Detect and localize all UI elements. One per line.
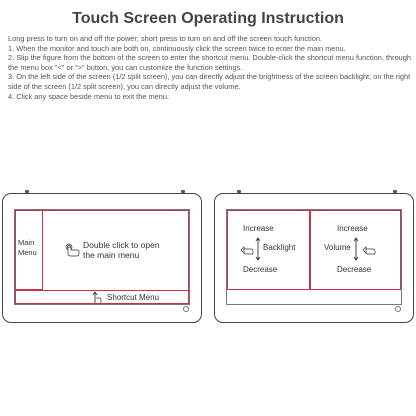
main-menu-label: Main [18,238,35,247]
double-click-label: the main menu [83,250,140,260]
backlight-label: Backlight [263,243,296,252]
double-tap-hand-icon [62,243,82,257]
double-click-label: Double click to open [83,240,160,250]
main-menu-label: Menu [18,248,37,257]
backlight-decrease-label: Decrease [243,265,278,274]
monitor-button [181,190,185,193]
left-monitor-diagram [2,193,202,323]
instructions-text [8,34,412,101]
power-indicator-icon [395,306,401,312]
monitor-button [25,190,29,193]
volume-increase-label: Increase [337,224,368,233]
volume-decrease-label: Decrease [337,265,372,274]
instruction-line: Long press to turn on and off the power; short press to turn on and off the screen touch function. [8,34,323,43]
volume-label: Volume [324,243,351,252]
monitor-button [393,190,397,193]
right-monitor-diagram [214,193,414,323]
monitor-screen [226,209,402,305]
swipe-up-hand-icon [90,291,102,304]
instruction-line: 4. Click any space beside menu to exit the menu. [8,91,170,101]
swipe-hand-icon [239,244,255,256]
monitor-screen [14,209,190,305]
shortcut-menu-zone[interactable] [15,290,189,304]
shortcut-menu-label: Shortcut Menu [107,293,160,302]
swipe-hand-icon [361,244,377,256]
instruction-line: 1. When the monitor and touch are both on, continuously click the screen twice to enter the main menu. [8,43,346,53]
up-down-arrow-icon [353,237,359,261]
power-indicator-icon [183,306,189,312]
instruction-line: 3. On the left side of the screen (1/2 split screen), you can directly adjust the brightness of the screen backlight; on the right side of the screen (1/2 split screen), you can directly adjust the volume. [8,72,411,91]
backlight-increase-label: Increase [243,224,274,233]
instruction-line: 2. Slip the figure from the bottom of the screen to enter the shortcut menu. Double-click the shortcut menu function, through the menu box "<" or ">" button, you can customize the function settings. [8,53,412,72]
monitor-button [237,190,241,193]
page-title: Touch Screen Operating Instruction [72,10,344,27]
up-down-arrow-icon [255,237,261,261]
